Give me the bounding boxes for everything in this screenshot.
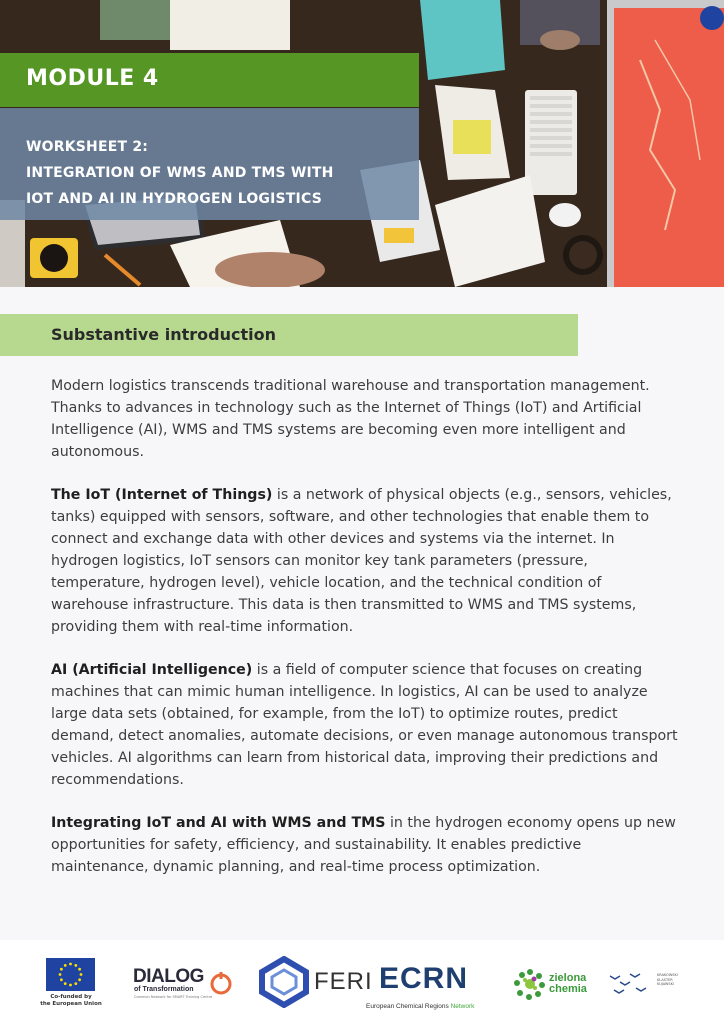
worksheet-title-box — [0, 108, 419, 220]
paragraph-text: is a network of physical objects (e.g., sensors, vehicles, tanks) equipped with sensors, software, and other technologies that enable them to connect and exchange data with other devices and systems via the internet. In hydrogen logistics, IoT sensors can monitor key tank parameters (pressure, temperature, hydrogen level), vehicle location, and the technical condition of warehouse infrastructure. This data is then transmitted to WMS and TMS systems, providing them with real-time information. — [51, 487, 672, 635]
dialog-logo-subtitle: of Transformation — [134, 986, 194, 993]
worksheet-title-line: INTEGRATION OF WMS AND TMS WITH — [26, 165, 334, 181]
paragraph-text: Modern logistics transcends traditional warehouse and transportation management. Thanks to advances in technology such as the Internet of Things (IoT) and Artificial Intelligence (AI), WMS and TMS systems are becoming even more intelligent and autonomous. — [51, 378, 650, 460]
paragraph — [51, 484, 681, 638]
paragraph-text: in the hydrogen economy opens up new opportunities for safety, efficiency, and sustainability. It enables predictive maintenance, dynamic planning, and real-time process optimization. — [51, 815, 676, 875]
paragraph-lead-term: Integrating IoT and AI with WMS and TMS — [51, 815, 386, 831]
module-banner — [0, 53, 419, 107]
paragraph-text: is a field of computer science that focuses on creating machines that can mimic human intelligence. In logistics, AI can be used to analyze large data sets (obtained, for example, from the IoT) to optimize routes, predict demand, detect anomalies, automate decisions, or even manage autonomous transport vehicles. AI algorithms can learn from historical data, improving their predictions and recommendations. — [51, 662, 678, 788]
paragraph-lead-term: The IoT (Internet of Things) — [51, 487, 273, 503]
zielona-chemia-line: chemia — [549, 983, 587, 995]
worksheet-title-line: IOT AND AI IN HYDROGEN LOGISTICS — [26, 191, 322, 207]
birds-cluster-icon — [606, 968, 656, 998]
module-title: MODULE 4 — [26, 66, 159, 91]
zielona-chemia-dots-icon — [514, 968, 546, 1000]
zielona-chemia-line: zielona — [549, 972, 587, 984]
birds-cluster-text: KRAKOWSKI KLASTER KUJAWSKI — [657, 973, 678, 986]
dialog-logo-word: DIALOG — [133, 966, 204, 987]
section-header-bar — [0, 314, 578, 356]
eu-flag-logo — [46, 958, 95, 991]
body-content — [51, 375, 681, 899]
section-title: Substantive introduction — [51, 325, 276, 344]
dialog-logo-tagline: Common Network for SMART Training Centre — [134, 995, 213, 999]
paragraph — [51, 812, 681, 878]
worksheet-title — [26, 134, 334, 212]
zielona-chemia-word — [549, 973, 587, 995]
footer-logos — [0, 940, 724, 1024]
paragraph — [51, 659, 681, 791]
eu-caption-line: the European Union — [40, 1001, 102, 1007]
ecrn-logo-word: ECRN — [379, 962, 469, 995]
paragraph — [51, 375, 681, 463]
eu-caption — [36, 994, 106, 1008]
feri-emblem-icon — [258, 956, 310, 1008]
ecrn-logo-subtitle — [366, 1003, 474, 1010]
dialog-swirl-icon — [208, 970, 234, 996]
paragraph-lead-term: AI (Artificial Intelligence) — [51, 662, 253, 678]
worksheet-title-line: WORKSHEET 2: — [26, 139, 149, 155]
hero-photo — [0, 0, 724, 287]
ecrn-subtitle-accent: Network — [450, 1003, 475, 1010]
eu-stars-icon — [46, 958, 95, 991]
feri-logo-word: FERI — [314, 968, 373, 995]
ecrn-subtitle-main: European Chemical Regions — [366, 1003, 451, 1010]
eu-caption-line: Co-funded by — [50, 994, 92, 1000]
